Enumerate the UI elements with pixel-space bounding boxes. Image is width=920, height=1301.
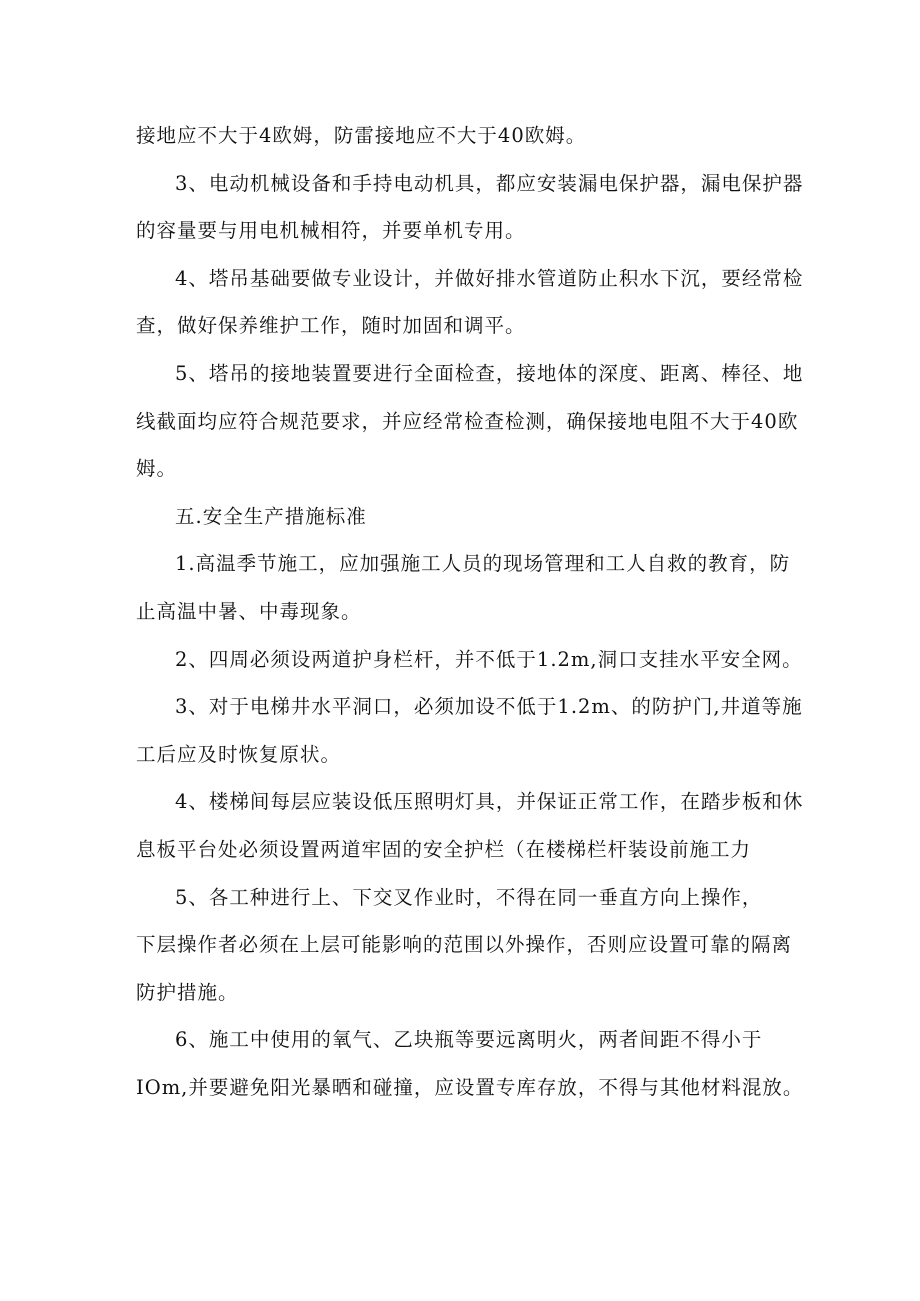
- text-line: 1.高温季节施工，应加强施工人员的现场管理和工人自救的教育，防: [175, 552, 791, 576]
- text-line: 查，做好保养维护工作，随时加固和调平。: [136, 314, 526, 338]
- text-line: 防护措施。: [136, 980, 239, 1004]
- text-line: 息板平台处必须设置两道牢固的安全护栏（在楼梯栏杆装设前施工力: [136, 837, 752, 861]
- paragraph: [136, 636, 803, 684]
- paragraph: [136, 350, 804, 493]
- document-body: [136, 112, 804, 1111]
- paragraph: [136, 874, 792, 1017]
- text-line: 2、四周必须设两道护身栏杆，并不低于1.2m,洞口支挂水平安全网。: [175, 647, 803, 671]
- text-line: 3、电动机械设备和手持电动机具，都应安装漏电保护器，漏电保护器: [175, 171, 804, 195]
- text-line: 5、塔吊的接地装置要进行全面检查，接地体的深度、距离、棒径、地: [175, 361, 804, 385]
- text-line: 五.安全生产措施标准: [175, 504, 367, 528]
- paragraph: [136, 1016, 804, 1111]
- paragraph: [136, 112, 792, 160]
- text-line: 工后应及时恢复原状。: [136, 742, 342, 766]
- text-line: 的容量要与用电机械相符，并要单机专用。: [136, 219, 526, 243]
- paragraph: [136, 160, 804, 255]
- paragraph: [136, 778, 804, 873]
- paragraph: [136, 683, 803, 778]
- text-line: 姆。: [136, 457, 178, 481]
- paragraph: [136, 540, 792, 635]
- text-line: IOm,并要避免阳光暴晒和碰撞，应设置专库存放，不得与其他材料混放。: [136, 1075, 804, 1099]
- text-line: 3、对于电梯井水平洞口，必须加设不低于1.2m、的防护门,井道等施: [175, 695, 803, 719]
- text-line: 6、施工中使用的氧气、乙块瓶等要远离明火，两者间距不得小于: [175, 1028, 763, 1052]
- paragraph: [136, 493, 792, 541]
- text-line: 下层操作者必须在上层可能影响的范围以外操作，否则应设置可靠的隔离: [136, 933, 793, 957]
- text-line: 线截面均应符合规范要求，并应经常检查检测，确保接地电阻不大于40欧: [136, 409, 799, 433]
- paragraph: [136, 255, 804, 350]
- text-line: 接地应不大于4欧姆，防雷接地应不大于40欧姆。: [136, 124, 587, 147]
- text-line: 4、塔吊基础要做专业设计，并做好排水管道防止积水下沉，要经常检: [175, 266, 804, 290]
- text-line: 4、楼梯间每层应装设低压照明灯具，并保证正常工作，在踏步板和休: [175, 790, 804, 814]
- text-line: 5、各工种进行上、下交叉作业时，不得在同一垂直方向上操作，: [175, 885, 763, 909]
- text-line: 止高温中暑、中毒现象。: [136, 599, 362, 623]
